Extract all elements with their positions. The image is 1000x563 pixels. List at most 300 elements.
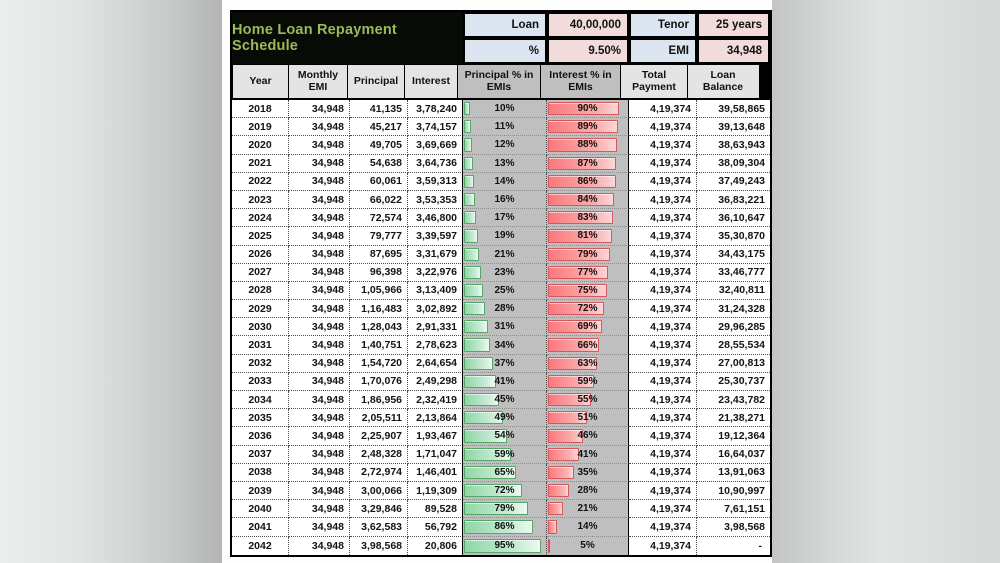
cell-interest[interactable]: 3,69,669	[408, 136, 463, 154]
cell-year[interactable]: 2019	[232, 118, 289, 136]
cell-total-payment[interactable]: 4,19,374	[629, 500, 697, 518]
principal-pct-label: 17%	[494, 212, 515, 224]
cell-principal[interactable]: 2,48,328	[350, 446, 408, 464]
cell-interest[interactable]: 1,46,401	[408, 464, 463, 482]
cell-loan-balance[interactable]: 19,12,364	[697, 427, 770, 445]
cell-loan-balance[interactable]: 13,91,063	[697, 464, 770, 482]
principal-data-bar	[464, 157, 473, 170]
table-row	[232, 500, 770, 518]
cell-loan-balance[interactable]: 39,13,648	[697, 118, 770, 136]
loan-value-cell[interactable]: 40,00,000	[547, 12, 629, 38]
cell-loan-balance[interactable]: 31,24,328	[697, 300, 770, 318]
table-row	[232, 282, 770, 300]
cell-monthly-emi[interactable]: 34,948	[289, 155, 350, 173]
cell-principal[interactable]: 2,25,907	[350, 427, 408, 445]
principal-pct-label: 13%	[494, 157, 515, 169]
cell-principal[interactable]: 1,70,076	[350, 373, 408, 391]
interest-pct-label: 89%	[577, 121, 598, 133]
cell-year[interactable]: 2039	[232, 482, 289, 500]
cell-total-payment[interactable]: 4,19,374	[629, 191, 697, 209]
cell-total-payment[interactable]: 4,19,374	[629, 373, 697, 391]
cell-interest-pct[interactable]	[547, 318, 629, 336]
cell-year[interactable]: 2035	[232, 409, 289, 427]
cell-total-payment[interactable]: 4,19,374	[629, 446, 697, 464]
interest-pct-label: 46%	[577, 430, 598, 442]
cell-year[interactable]: 2032	[232, 355, 289, 373]
cell-principal-pct[interactable]	[463, 136, 547, 154]
header-interest[interactable]: Interest	[404, 64, 459, 99]
cell-principal[interactable]: 2,05,511	[350, 409, 408, 427]
parameter-block	[232, 12, 770, 64]
cell-principal[interactable]: 1,16,483	[350, 300, 408, 318]
cell-loan-balance[interactable]: 29,96,285	[697, 318, 770, 336]
table-row	[232, 246, 770, 264]
cell-loan-balance[interactable]: 7,61,151	[697, 500, 770, 518]
cell-monthly-emi[interactable]: 34,948	[289, 227, 350, 245]
cell-loan-balance[interactable]: -	[697, 537, 770, 555]
cell-monthly-emi[interactable]: 34,948	[289, 537, 350, 555]
cell-loan-balance[interactable]: 28,55,534	[697, 336, 770, 354]
cell-interest[interactable]: 56,792	[408, 518, 463, 536]
parameter-grid	[463, 12, 770, 64]
cell-year[interactable]: 2040	[232, 500, 289, 518]
table-row	[232, 518, 770, 536]
table-row	[232, 427, 770, 445]
principal-pct-label: 23%	[494, 266, 515, 278]
cell-principal[interactable]: 60,061	[350, 173, 408, 191]
cell-monthly-emi[interactable]: 34,948	[289, 427, 350, 445]
cell-interest[interactable]: 3,59,313	[408, 173, 463, 191]
cell-interest-pct[interactable]	[547, 391, 629, 409]
cell-year[interactable]: 2030	[232, 318, 289, 336]
table-row	[232, 100, 770, 118]
cell-interest[interactable]: 3,74,157	[408, 118, 463, 136]
interest-pct-label: 28%	[577, 485, 598, 497]
cell-monthly-emi[interactable]: 34,948	[289, 118, 350, 136]
cell-interest[interactable]: 3,22,976	[408, 264, 463, 282]
cell-principal[interactable]: 3,98,568	[350, 537, 408, 555]
table-row	[232, 136, 770, 154]
principal-data-bar	[464, 120, 471, 133]
interest-pct-label: 79%	[577, 248, 598, 260]
cell-interest[interactable]: 3,64,736	[408, 155, 463, 173]
principal-data-bar	[464, 102, 470, 115]
principal-pct-label: 49%	[494, 412, 515, 424]
spreadsheet-canvas	[222, 0, 772, 563]
cell-interest[interactable]: 1,71,047	[408, 446, 463, 464]
cell-principal[interactable]: 3,29,846	[350, 500, 408, 518]
cell-year[interactable]: 2018	[232, 100, 289, 118]
cell-year[interactable]: 2033	[232, 373, 289, 391]
cell-total-payment[interactable]: 4,19,374	[629, 464, 697, 482]
cell-total-payment[interactable]: 4,19,374	[629, 537, 697, 555]
cell-total-payment[interactable]: 4,19,374	[629, 246, 697, 264]
principal-data-bar	[464, 248, 479, 261]
cell-year[interactable]: 2029	[232, 300, 289, 318]
cell-interest-pct[interactable]	[547, 518, 629, 536]
table-row	[232, 409, 770, 427]
cell-loan-balance[interactable]: 23,43,782	[697, 391, 770, 409]
cell-principal[interactable]: 87,695	[350, 246, 408, 264]
interest-pct-label: 87%	[577, 157, 598, 169]
cell-loan-balance[interactable]: 3,98,568	[697, 518, 770, 536]
cell-interest[interactable]: 2,78,623	[408, 336, 463, 354]
principal-pct-label: 41%	[494, 375, 515, 387]
cell-year[interactable]: 2028	[232, 282, 289, 300]
cell-total-payment[interactable]: 4,19,374	[629, 318, 697, 336]
cell-monthly-emi[interactable]: 34,948	[289, 173, 350, 191]
cell-loan-balance[interactable]: 33,46,777	[697, 264, 770, 282]
cell-principal-pct[interactable]	[463, 446, 547, 464]
table-row	[232, 227, 770, 245]
cell-interest-pct[interactable]	[547, 209, 629, 227]
cell-total-payment[interactable]: 4,19,374	[629, 173, 697, 191]
cell-year[interactable]: 2041	[232, 518, 289, 536]
interest-pct-label: 72%	[577, 303, 598, 315]
cell-monthly-emi[interactable]: 34,948	[289, 336, 350, 354]
cell-interest[interactable]: 2,64,654	[408, 355, 463, 373]
tenor-value-cell[interactable]: 25 years	[697, 12, 770, 38]
principal-pct-label: 16%	[494, 194, 515, 206]
cell-total-payment[interactable]: 4,19,374	[629, 155, 697, 173]
table-row	[232, 155, 770, 173]
cell-interest-pct[interactable]	[547, 246, 629, 264]
principal-pct-label: 14%	[494, 175, 515, 187]
interest-pct-label: 51%	[577, 412, 598, 424]
cell-interest[interactable]: 20,806	[408, 537, 463, 555]
principal-pct-label: 19%	[494, 230, 515, 242]
table-row	[232, 464, 770, 482]
interest-data-bar	[548, 484, 569, 497]
cell-principal-pct[interactable]	[463, 282, 547, 300]
cell-interest[interactable]: 3,39,597	[408, 227, 463, 245]
cell-interest-pct[interactable]	[547, 264, 629, 282]
cell-interest-pct[interactable]	[547, 136, 629, 154]
cell-interest-pct[interactable]	[547, 500, 629, 518]
cell-loan-balance[interactable]: 34,43,175	[697, 246, 770, 264]
cell-total-payment[interactable]: 4,19,374	[629, 300, 697, 318]
cell-year[interactable]: 2037	[232, 446, 289, 464]
cell-interest-pct[interactable]	[547, 227, 629, 245]
principal-data-bar	[464, 302, 485, 315]
cell-loan-balance[interactable]: 25,30,737	[697, 373, 770, 391]
cell-principal-pct[interactable]	[463, 155, 547, 173]
cell-total-payment[interactable]: 4,19,374	[629, 427, 697, 445]
cell-total-payment[interactable]: 4,19,374	[629, 409, 697, 427]
interest-pct-label: 84%	[577, 194, 598, 206]
table-row	[232, 264, 770, 282]
cell-loan-balance[interactable]: 38,09,304	[697, 155, 770, 173]
cell-loan-balance[interactable]: 32,40,811	[697, 282, 770, 300]
cell-principal-pct[interactable]	[463, 373, 547, 391]
cell-interest-pct[interactable]	[547, 537, 629, 555]
cell-year[interactable]: 2022	[232, 173, 289, 191]
table-row	[232, 336, 770, 354]
cell-monthly-emi[interactable]: 34,948	[289, 446, 350, 464]
principal-pct-label: 86%	[494, 521, 515, 533]
cell-monthly-emi[interactable]: 34,948	[289, 209, 350, 227]
principal-pct-label: 95%	[494, 540, 515, 552]
cell-monthly-emi[interactable]: 34,948	[289, 518, 350, 536]
cell-loan-balance[interactable]: 37,49,243	[697, 173, 770, 191]
cell-loan-balance[interactable]: 36,83,221	[697, 191, 770, 209]
principal-pct-label: 72%	[494, 485, 515, 497]
cell-interest-pct[interactable]	[547, 427, 629, 445]
cell-interest-pct[interactable]	[547, 446, 629, 464]
cell-interest[interactable]: 3,13,409	[408, 282, 463, 300]
cell-principal[interactable]: 45,217	[350, 118, 408, 136]
table-row	[232, 355, 770, 373]
interest-pct-label: 35%	[577, 466, 598, 478]
cell-monthly-emi[interactable]: 34,948	[289, 136, 350, 154]
cell-loan-balance[interactable]: 27,00,813	[697, 355, 770, 373]
table-row	[232, 209, 770, 227]
cell-interest[interactable]: 1,19,309	[408, 482, 463, 500]
cell-loan-balance[interactable]: 21,38,271	[697, 409, 770, 427]
header-year[interactable]: Year	[232, 64, 289, 99]
header-loan-balance[interactable]: Loan Balance	[687, 64, 760, 99]
interest-pct-label: 63%	[577, 357, 598, 369]
cell-principal-pct[interactable]	[463, 427, 547, 445]
cell-principal-pct[interactable]	[463, 391, 547, 409]
cell-monthly-emi[interactable]: 34,948	[289, 191, 350, 209]
table-row	[232, 191, 770, 209]
cell-loan-balance[interactable]: 38,63,943	[697, 136, 770, 154]
header-monthly-emi[interactable]: Monthly EMI	[288, 64, 349, 99]
cell-interest-pct[interactable]	[547, 100, 629, 118]
cell-principal[interactable]: 66,022	[350, 191, 408, 209]
loan-label-cell[interactable]: Loan	[463, 12, 547, 38]
cell-year[interactable]: 2034	[232, 391, 289, 409]
header-interest-pct[interactable]: Interest % in EMIs	[540, 64, 622, 99]
cell-interest-pct[interactable]	[547, 173, 629, 191]
cell-loan-balance[interactable]: 16,64,037	[697, 446, 770, 464]
cell-year[interactable]: 2038	[232, 464, 289, 482]
cell-principal-pct[interactable]	[463, 227, 547, 245]
cell-year[interactable]: 2031	[232, 336, 289, 354]
cell-principal[interactable]: 72,574	[350, 209, 408, 227]
principal-data-bar	[464, 229, 478, 242]
cell-monthly-emi[interactable]: 34,948	[289, 500, 350, 518]
cell-monthly-emi[interactable]: 34,948	[289, 300, 350, 318]
cell-interest-pct[interactable]	[547, 300, 629, 318]
cell-monthly-emi[interactable]: 34,948	[289, 464, 350, 482]
cell-interest[interactable]: 89,528	[408, 500, 463, 518]
cell-principal[interactable]: 1,40,751	[350, 336, 408, 354]
principal-data-bar	[464, 357, 493, 370]
table-row	[232, 537, 770, 555]
cell-principal-pct[interactable]	[463, 318, 547, 336]
cell-interest[interactable]: 2,13,864	[408, 409, 463, 427]
cell-interest-pct[interactable]	[547, 482, 629, 500]
cell-principal[interactable]: 96,398	[350, 264, 408, 282]
cell-loan-balance[interactable]: 39,58,865	[697, 100, 770, 118]
cell-monthly-emi[interactable]: 34,948	[289, 409, 350, 427]
cell-principal[interactable]: 41,135	[350, 100, 408, 118]
cell-principal[interactable]: 49,705	[350, 136, 408, 154]
emi-value-cell[interactable]: 34,948	[697, 38, 770, 64]
cell-interest[interactable]: 3,02,892	[408, 300, 463, 318]
cell-principal-pct[interactable]	[463, 118, 547, 136]
table-body	[232, 99, 770, 555]
cell-principal[interactable]: 3,62,583	[350, 518, 408, 536]
cell-total-payment[interactable]: 4,19,374	[629, 391, 697, 409]
cell-year[interactable]: 2026	[232, 246, 289, 264]
header-principal-pct[interactable]: Principal % in EMIs	[457, 64, 541, 99]
cell-principal-pct[interactable]	[463, 336, 547, 354]
cell-principal-pct[interactable]	[463, 518, 547, 536]
cell-principal-pct[interactable]	[463, 191, 547, 209]
cell-interest[interactable]: 3,31,679	[408, 246, 463, 264]
interest-pct-label: 90%	[577, 103, 598, 115]
cell-interest[interactable]: 1,93,467	[408, 427, 463, 445]
cell-interest-pct[interactable]	[547, 373, 629, 391]
header-total-payment[interactable]: Total Payment	[620, 64, 688, 99]
emi-label-cell[interactable]: EMI	[629, 38, 697, 64]
principal-pct-label: 11%	[494, 121, 515, 133]
interest-pct-label: 5%	[580, 540, 595, 552]
cell-interest[interactable]: 2,32,419	[408, 391, 463, 409]
cell-monthly-emi[interactable]: 34,948	[289, 391, 350, 409]
cell-total-payment[interactable]: 4,19,374	[629, 264, 697, 282]
cell-principal[interactable]: 1,05,966	[350, 282, 408, 300]
principal-data-bar	[464, 266, 481, 279]
principal-pct-label: 65%	[494, 466, 515, 478]
cell-principal-pct[interactable]	[463, 482, 547, 500]
cell-interest[interactable]: 3,53,353	[408, 191, 463, 209]
cell-principal-pct[interactable]	[463, 537, 547, 555]
rate-label-cell[interactable]: %	[463, 38, 547, 64]
cell-interest[interactable]: 3,46,800	[408, 209, 463, 227]
header-principal[interactable]: Principal	[347, 64, 405, 99]
cell-total-payment[interactable]: 4,19,374	[629, 136, 697, 154]
cell-monthly-emi[interactable]: 34,948	[289, 282, 350, 300]
cell-principal-pct[interactable]	[463, 100, 547, 118]
cell-principal[interactable]: 1,54,720	[350, 355, 408, 373]
cell-year[interactable]: 2023	[232, 191, 289, 209]
cell-principal[interactable]: 1,28,043	[350, 318, 408, 336]
cell-monthly-emi[interactable]: 34,948	[289, 373, 350, 391]
interest-data-bar	[548, 539, 550, 553]
cell-principal[interactable]: 3,00,066	[350, 482, 408, 500]
principal-pct-label: 25%	[494, 284, 515, 296]
interest-data-bar	[548, 502, 563, 515]
principal-pct-label: 79%	[494, 503, 515, 515]
cell-loan-balance[interactable]: 10,90,997	[697, 482, 770, 500]
cell-year[interactable]: 2024	[232, 209, 289, 227]
cell-monthly-emi[interactable]: 34,948	[289, 318, 350, 336]
cell-year[interactable]: 2042	[232, 537, 289, 555]
cell-interest-pct[interactable]	[547, 336, 629, 354]
principal-pct-label: 45%	[494, 394, 515, 406]
principal-data-bar	[464, 138, 472, 151]
interest-pct-label: 59%	[577, 375, 598, 387]
cell-total-payment[interactable]: 4,19,374	[629, 282, 697, 300]
cell-total-payment[interactable]: 4,19,374	[629, 518, 697, 536]
principal-data-bar	[464, 211, 476, 224]
cell-loan-balance[interactable]: 35,30,870	[697, 227, 770, 245]
table-row	[232, 391, 770, 409]
cell-principal-pct[interactable]	[463, 246, 547, 264]
cell-total-payment[interactable]: 4,19,374	[629, 209, 697, 227]
cell-interest-pct[interactable]	[547, 155, 629, 173]
principal-pct-label: 12%	[494, 139, 515, 151]
tenor-label-cell[interactable]: Tenor	[629, 12, 697, 38]
interest-pct-label: 75%	[577, 284, 598, 296]
principal-data-bar	[464, 193, 475, 206]
interest-pct-label: 66%	[577, 339, 598, 351]
cell-monthly-emi[interactable]: 34,948	[289, 264, 350, 282]
principal-data-bar	[464, 320, 488, 333]
cell-monthly-emi[interactable]: 34,948	[289, 246, 350, 264]
interest-pct-label: 21%	[577, 503, 598, 515]
cell-monthly-emi[interactable]: 34,948	[289, 355, 350, 373]
cell-interest-pct[interactable]	[547, 409, 629, 427]
cell-interest-pct[interactable]	[547, 191, 629, 209]
cell-total-payment[interactable]: 4,19,374	[629, 355, 697, 373]
cell-principal-pct[interactable]	[463, 500, 547, 518]
cell-monthly-emi[interactable]: 34,948	[289, 482, 350, 500]
cell-principal-pct[interactable]	[463, 173, 547, 191]
cell-year[interactable]: 2027	[232, 264, 289, 282]
principal-pct-label: 54%	[494, 430, 515, 442]
principal-pct-label: 21%	[494, 248, 515, 260]
interest-pct-label: 81%	[577, 230, 598, 242]
cell-principal-pct[interactable]	[463, 264, 547, 282]
cell-loan-balance[interactable]: 36,10,647	[697, 209, 770, 227]
principal-pct-label: 59%	[494, 448, 515, 460]
cell-interest-pct[interactable]	[547, 355, 629, 373]
cell-interest-pct[interactable]	[547, 464, 629, 482]
interest-pct-label: 86%	[577, 175, 598, 187]
cell-total-payment[interactable]: 4,19,374	[629, 100, 697, 118]
cell-interest[interactable]: 2,91,331	[408, 318, 463, 336]
interest-pct-label: 41%	[577, 448, 598, 460]
cell-interest-pct[interactable]	[547, 282, 629, 300]
cell-year[interactable]: 2020	[232, 136, 289, 154]
cell-interest-pct[interactable]	[547, 118, 629, 136]
cell-interest[interactable]: 3,78,240	[408, 100, 463, 118]
cell-year[interactable]: 2025	[232, 227, 289, 245]
cell-principal-pct[interactable]	[463, 300, 547, 318]
principal-pct-label: 37%	[494, 357, 515, 369]
rate-value-cell[interactable]: 9.50%	[547, 38, 629, 64]
cell-year[interactable]: 2021	[232, 155, 289, 173]
interest-pct-label: 69%	[577, 321, 598, 333]
cell-interest[interactable]: 2,49,298	[408, 373, 463, 391]
cell-principal[interactable]: 54,638	[350, 155, 408, 173]
cell-principal[interactable]: 1,86,956	[350, 391, 408, 409]
table-row	[232, 118, 770, 136]
cell-principal-pct[interactable]	[463, 464, 547, 482]
cell-principal-pct[interactable]	[463, 409, 547, 427]
interest-data-bar	[548, 520, 557, 533]
cell-principal[interactable]: 79,777	[350, 227, 408, 245]
cell-principal-pct[interactable]	[463, 355, 547, 373]
cell-total-payment[interactable]: 4,19,374	[629, 482, 697, 500]
cell-monthly-emi[interactable]: 34,948	[289, 100, 350, 118]
column-header-row	[232, 64, 770, 99]
table-row	[232, 373, 770, 391]
cell-total-payment[interactable]: 4,19,374	[629, 118, 697, 136]
cell-principal-pct[interactable]	[463, 209, 547, 227]
cell-year[interactable]: 2036	[232, 427, 289, 445]
cell-principal[interactable]: 2,72,974	[350, 464, 408, 482]
cell-total-payment[interactable]: 4,19,374	[629, 227, 697, 245]
interest-pct-label: 77%	[577, 266, 598, 278]
principal-data-bar	[464, 375, 496, 388]
cell-total-payment[interactable]: 4,19,374	[629, 336, 697, 354]
